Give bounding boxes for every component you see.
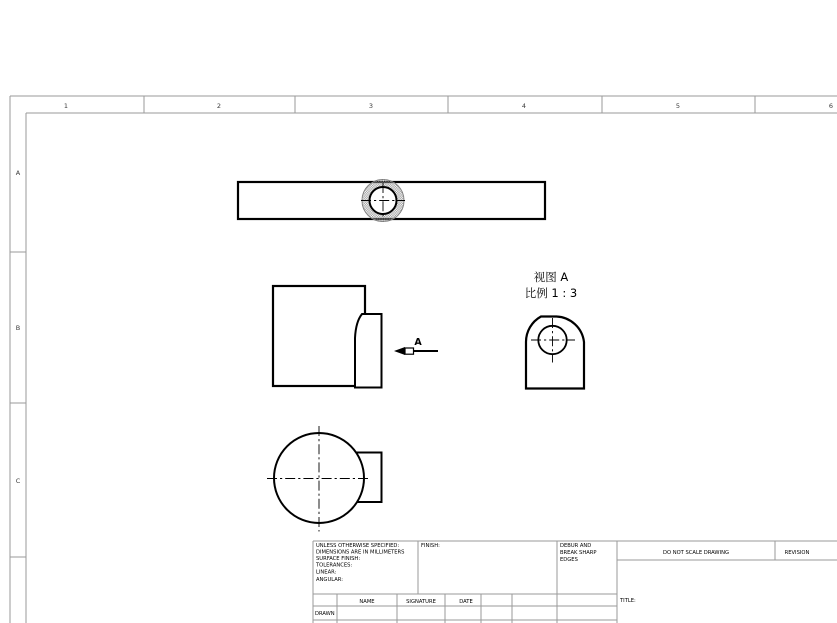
signature-table (315, 599, 473, 617)
debur-line: DEBUR AND (560, 543, 592, 549)
arrow-box (405, 348, 414, 354)
note-line: DIMENSIONS ARE IN MILLIMETERS (316, 549, 405, 556)
sheet-zone-labels (16, 102, 833, 485)
zone-column-label: 6 (828, 102, 834, 110)
zone-row-label: A (15, 169, 21, 177)
note-line: TOLERANCES: (316, 562, 353, 569)
revision-label: REVISION (784, 550, 810, 556)
zone-column-label: 1 (63, 102, 69, 110)
arrow-head (394, 347, 405, 355)
view-direction-arrow (394, 337, 438, 355)
table-header-date: DATE (459, 599, 473, 605)
bottom-view (267, 426, 382, 532)
note-line: ANGULAR: (316, 577, 343, 583)
front-view-tab-outline (355, 314, 382, 388)
title-label: TITLE: (620, 598, 636, 604)
do-not-scale-label: DO NOT SCALE DRAWING (662, 550, 730, 556)
front-view (273, 286, 382, 388)
debur-line: EDGES (560, 557, 578, 563)
table-header-name: NAME (359, 599, 375, 605)
debur-note (560, 543, 597, 563)
zone-column-label: 5 (675, 102, 681, 110)
zone-row-label: B (15, 324, 21, 332)
view-a-outline (526, 317, 584, 389)
row-label-drawn: DRAWN (315, 611, 335, 617)
front-view-block-outline (273, 286, 365, 386)
table-header-signature: SIGNATURE (406, 599, 436, 605)
debur-line: BREAK SHARP (560, 550, 597, 556)
view-a-scale: 比例 1 : 3 (524, 286, 578, 300)
zone-column-label: 2 (216, 102, 222, 110)
finish-label: FINISH: (421, 543, 440, 549)
note-line: LINEAR: (316, 569, 337, 576)
view-a (525, 270, 584, 389)
title-block (313, 541, 837, 623)
note-line: UNLESS OTHERWISE SPECIFIED: (316, 543, 400, 549)
top-view (238, 180, 545, 222)
tolerance-notes (315, 543, 404, 583)
zone-row-label: C (15, 477, 21, 485)
zone-column-label: 4 (521, 102, 527, 110)
view-arrow-label: A (414, 337, 422, 348)
note-line: SURFACE FINISH: (316, 556, 361, 562)
zone-column-label: 3 (368, 102, 374, 110)
view-a-title: 视图 A (533, 270, 569, 284)
